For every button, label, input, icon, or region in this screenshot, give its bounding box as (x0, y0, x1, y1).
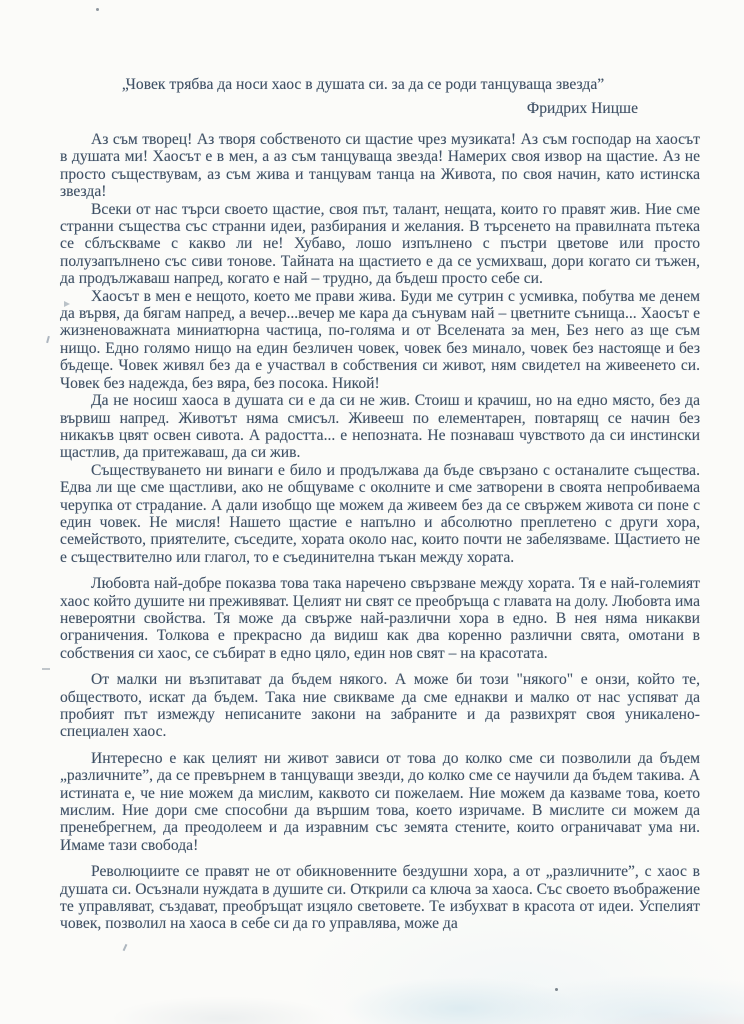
epigraph-quote: „Човек трябва да носи хаос в душата си. за да се роди танцуваща звезда” (121, 76, 605, 93)
essay-body (60, 131, 700, 933)
essay-paragraph: Съществуването ни винаги е било и продължава да бъде свързано с останалите същества. Едва ли ще сме щастливи, ако не общуваме с околните и сме затворени в своята непробиваема черупка от страдание. А дали изобщо ще можем да живеем без да се свържем живота си поне с един човек. Не мисля! Нашето щастие е напълно и абсолютно преплетено с други хора, семейството, приятелите, съседите, хората около нас, които почти не забелязваме. Щастието не е съществително или глагол, то е съединителна тъкан между хората. (60, 461, 700, 566)
document-content (60, 0, 700, 933)
essay-paragraph: Всеки от нас търси своето щастие, своя път, талант, нещата, които го правят жив. Ние сме странни същества със странни идеи, разбирания и желания. В търсенето на правилната пътека се сблъскваме с какво ли не! Хубаво, лошо изпълнено с пъстри цветове или просто полузапълнено със сиви тонове. Тайната на щастието е да се усмихваш, дори когато си тъжен, да продължаваш напред, когато е най – трудно, да бъдеш просто себе си. (60, 200, 700, 288)
essay-paragraph: Любовта най-добре показва това така наречено свързване между хората. Тя е най-големият хаос който душите ни преживяват. Целият ни свят се преобръща с главата на долу. Любовта има невероятни свойства. Тя може да свърже най-различни хора в едно. В нея няма никакви ограничения. Толкова е прекрасно да видиш как два коренно различни свята, омотани в собствения си хаос, се събират в едно цяло, един нов свят – на красотата. (60, 575, 700, 662)
essay-paragraph: Да не носиш хаоса в душата си е да си не жив. Стоиш и крачиш, но на едно място, без да вървиш напред. Животът няма смисъл. Живееш по елементарен, повтарящ се начин без никакъв цвят освен сивота. А радостта... е непозната. Не познаваш чувството да си инстински щастлив, да притежаваш, да си жив. (60, 392, 700, 462)
essay-paragraph: Революциите се правят не от обикновенните бездушни хора, а от „различните”, с хаос в душата си. Осъзнали нуждата в душите си. Открили са ключа за хаоса. Със своето въображение те управляват, създават, преобръщат изцяло световете. Те избухват в красота от идеи. Успелият човек, позволил на хаоса в себе си да го управлява, може да (60, 863, 700, 933)
scan-mark-icon (123, 944, 128, 951)
scan-mark-icon (46, 336, 50, 343)
scan-speck-icon (555, 988, 558, 991)
essay-paragraph: Интересно е как целият ни живот зависи от това до колко сме си позволили да бъдем „различните”, да се превърнем в танцуващи звезди, до колко сме се научили да бъдем такива. А истината е, че ние можем да мислим, каквото си пожелаем. Ние можем да казваме това, което мислим. Ние дори сме способни да вършим това, което изричаме. В мислите си можем да пренебрегнем, да преодолеем и да изравним със земята стените, които ограничават ума ни. Имаме тази свобода! (60, 749, 700, 854)
essay-paragraph: Хаосът в мен е нещото, което ме прави жива. Буди ме сутрин с усмивка, побутва ме денем да вървя, да бягам напред, а вечер...вечер ме кара да сънувам най – цветните сънища... Хаосът е жизненоважната миниатюрна частица, по-голяма и от Вселената за мен, Без него аз ще съм нищо. Едно голямо нищо на един безличен човек, човек без минало, човек без настояще и без бъдеще. Човек живял без да е участвал в собствения си живот, ням свидетел на живеенето си. Човек без надежда, без вяра, без посока. Никой! (60, 287, 700, 392)
epigraph-attribution: Фридрих Ницше (526, 100, 638, 117)
essay-paragraph: Аз съм творец! Аз творя собственото си щастие чрез музиката! Аз съм господар на хаосът в душата ми! Хаосът е в мен, а аз съм танцуваща звезда! Намерих своя извор на щастие. Аз не просто съществувам, аз съм жива и танцувам танца на Живота, по своя начин, като истинска звезда! (60, 131, 700, 201)
scan-mark-icon (42, 668, 50, 670)
epigraph (60, 76, 700, 118)
essay-paragraph: От малки ни възпитават да бъдем някого. А може би този "някого" е онзи, който те, обществото, искат да бъдем. Така ние свикваме да сме еднакви и малко от нас успяват да пробият път измежду неписаните закони на забраните и да развихрят своя уникалено-специален хаос. (60, 671, 700, 741)
